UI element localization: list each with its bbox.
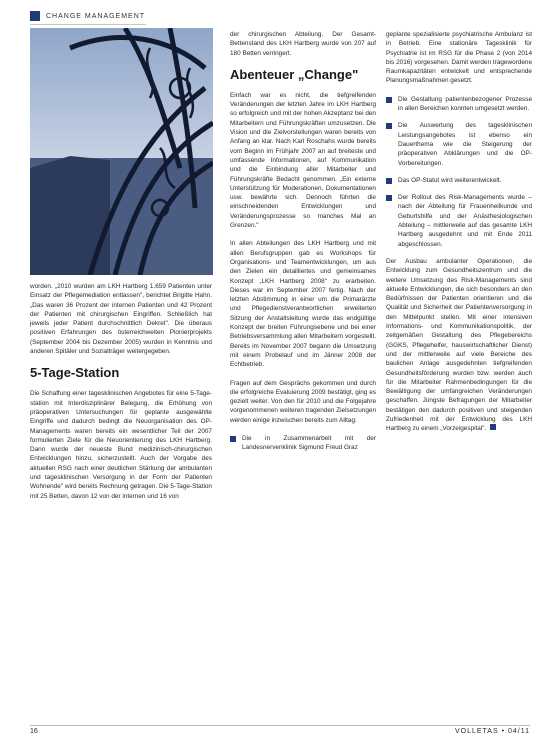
bullet-item: Die Auswertung des tagesklinischen Leistungsangebotes ist ebenso ein Dauerthema wie die Steigerung der präoperativen Abklärungen und die OP-Vorbereitungen. [386, 121, 532, 167]
photo-gate-sunset [30, 28, 213, 275]
paragraph: Die Schaffung einer tagesklinischen Angebotes für eine 5-Tage-station mit Interdisziplinärer Belegung, die Erhöhung von präoperativen Untersuchungen für geplante ausgewählte Eingriffe und dadurch bedingt die Neuorganisation des OP-Managements waren bereits ein wesentlicher Teil der 2007 formulierten Ziele für die Neuorientierung des LKH Hartberg. Dann wurde der neueste Bund medizinisch-chirurgischen Entwicklungen hinzu, sicherzustellt. Auch der Vorgabe des aktuellen RSG nach einer deutlichen Stärkung der ambulanten und tagesklinischen Versorgung in der Form der Patienten Wohnende" wird bereits Rechnung getragen. Die 5-Tage-Station mit 25 Betten, davon 12 von der internen und 16 von [30, 390, 212, 500]
paragraph: geplante spezialisierte psychiatrische Ambulanz ist in Betrieb. Eine stationäre Tagesklinik für Psychiatrie ist im RSG für die Phase 2 (von 2014 bis 2016) vorgesehen. Damit werden tragewordene Raumkapazitäten entwickelt und entsprechende Planungsmaßnahmen gesetzt. [386, 31, 532, 85]
section-title: CHANGE MANAGEMENT [46, 12, 146, 20]
bullet-item: Das OP-Statut wird weiterentwickelt. [386, 176, 532, 185]
paragraph: Fragen auf dem Gesprächs gekommen und durch die erfolgreiche Evaluierung 2009 bestätigt, ging es gezielt weiter. Von den für 2010 und die Folgejahre vorgenommenen weiteren tragenden Zielsetzungen werden einige inzwischen bereits zum Alltag: [230, 379, 377, 424]
section-header [30, 10, 145, 22]
paragraph: In allen Abteilungen des LKH Hartberg und mit allen Berufsgruppen gab es Workshops für Organisations- und Teamentwicklungen, um aus den Zielen ein detailliertes und gemeinsames Konzept „LKH Hartberg 2008" zu erarbeiten. Dieses war im September 2007 fertig. Nach der letzten Abstimmung in einer um die Primarärzte und Pflegedienstverantwortlichen erweiterten Sitzung der Anstaltsleitung wurde das endgültige Konzept der breiten Führungsebene und bei einer Betriebsversammlung allen Mitarbeitern vorgestellt. Bereits im November 2007 begann die Umsetzung mit einem Probelauf und im Jänner 2008 der Echtbetrieb. [230, 240, 376, 369]
bullet-item: Die Gestaltung patientenbezogener Prozesse in allen Bereichen konnten umgesetzt werden. [386, 95, 532, 114]
subheading-5-tage-station: 5-Tage-Station [30, 365, 120, 381]
paragraph: der chirurgischen Abteilung. Der Gesamt-Bettenstand des LKH Hartberg wurde von 207 auf 180 Betten verringert. [230, 31, 376, 57]
paragraph: worden. „2010 wurden am LKH Hartberg 1.659 Patienten unter Einsatz der Pflegemediation entlassen", berichtet Brigitte Hahn. „Das waren 36 Prozent der internen Patienten und 42 Prozent der Patienten mit chirurgischen Eingriffen. Schließlich hat jeweils jeder Patient durchschnittlich Dekret". Die überaus positiven Erfahrungen des österreichweiten Pionierprojekts (September 2004 bis Dezember 2005) wurden in Kenntnis und anderen Spitäler und Sozialträger weitergegeben. [30, 283, 212, 356]
publication-info: VOLLETAS • 04/11 [454, 728, 530, 735]
page-number: 16 [30, 728, 38, 735]
footer-divider [30, 725, 530, 726]
final-text: Der Ausbau ambulanter Operationen, die Entwicklung zum Gesundheitszentrum und die weitere Umsetzung des Risk-Managements sind aktuelle Entwicklungen, die sich besonders an den Bedürfnissen der Patienten orientieren und die Qualität und Sicherheit der Patientenversorgung in den Mittelpunkt stellen. Mit einer intensiven Informations- und Kommunikationspolitik, der zeitgemäßen Gestaltung des Pflegebereichs (GGKS, Pflegehelfer, hauswirtschaftlicher Dienst) und der mittlerweile auf viele Bereiche des baulichen Anlage ausgedehnten tiefgreifenden Gesundheitsförderung wurden bzw. werden auch für die Mitarbeiter Rahmenbedingungen für die Bewältigung der umfangreichen Veränderungen geschaffen. Jüngste Befragungen der Mitarbeiter bestätigen den dadurch positiven und steigenden Zufriedenheit mit der Entwicklung des LKH Hartberg zu einem „Vorzeigespital". [386, 257, 532, 433]
header-divider [30, 24, 146, 25]
column-2 [230, 30, 376, 461]
paragraph: Einfach war es nicht, die tiefgreifenden Veränderungen der letzten Jahre im LKH Hartberg so erfolgreich und mit der hohen Akzeptanz bei den Mitarbeitern und Führungskräften umzusetzen. Die Vision und die Zielvorstellungen waren bereits von Anfang an klar. Nach Karl Roschahs wurde bereits vom Beginn im Frühjahr 2007 an auf breiteste und umfassende Informationen, auf Kommunikation und die Einbindung aller Mitarbeiter und Führungskräfte Bedacht genommen. „Ein externe Unterstützung für Moderationen, Dokumentationen usw. bewährte sich. Dennoch führten die einschneidenden Entwicklungen und Veränderungsprozesse so manches Mal an Grenzen." [230, 91, 376, 230]
column-1 [30, 282, 212, 510]
bullet-item: Die in Zusammenarbeit mit der Landesnervenklinik Sigmund Freud Graz [230, 434, 376, 453]
bullet-item: Der Rollout des Risk-Managements wurde – nach der Abteilung für Frauenheilkunde und Geburtshilfe und der Anästhesiologischen Abteilung – mittlerweile auf das gesamte LKH Hartberg ausgedehnt und mit Ende 2011 abgeschlossen. [386, 193, 532, 249]
section-marker-icon [30, 11, 40, 21]
subheading-abenteuer-change: Abenteuer „Change" [230, 66, 359, 82]
column-3 [386, 30, 532, 443]
paragraph-final [386, 257, 532, 434]
end-marker-icon [490, 424, 496, 430]
